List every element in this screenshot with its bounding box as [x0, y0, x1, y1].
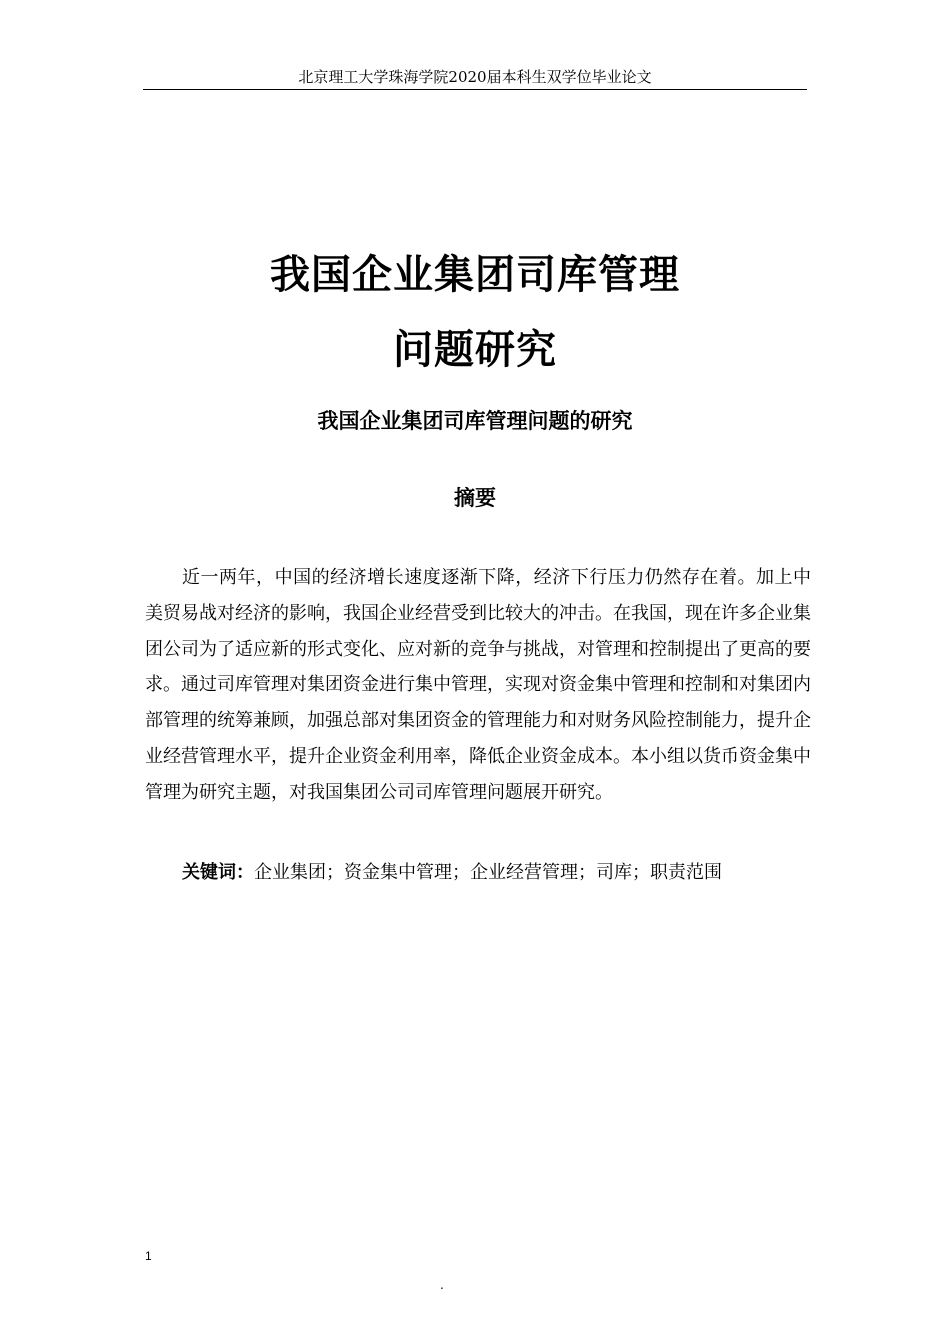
document-title-line-2: 问题研究 — [393, 327, 557, 373]
keywords-label: 关键词： — [182, 862, 254, 883]
keywords-line — [182, 855, 812, 890]
abstract-body: 近一两年，中国的经济增长速度逐渐下降，经济下行压力仍然存在着。加上中美贸易战对经济的影响，我国企业经营受到比较大的冲击。在我国，现在许多企业集团公司为了适应新的形式变化、应对新的竞争与挑战，对管理和控制提出了更高的要求。通过司库管理对集团资金进行集中管理，实现对资金集中管理和控制和对集团内部管理的统筹兼顾，加强总部对集团资金的管理能力和对财务风险控制能力，提升企业经营管理水平，提升企业资金利用率，降低企业资金成本。本小组以货币资金集中管理为研究主题，对我国集团公司司库管理问题展开研究。 — [145, 567, 811, 803]
header-rule — [143, 89, 807, 90]
footer-dot: . — [440, 1278, 444, 1292]
abstract-heading: 摘要 — [454, 486, 496, 510]
document-subtitle: 我国企业集团司库管理问题的研究 — [317, 409, 633, 433]
keywords-list: 企业集团；资金集中管理；企业经营管理；司库；职责范围 — [254, 862, 722, 883]
document-title-line-1: 我国企业集团司库管理 — [270, 252, 680, 298]
page-number: 1 — [145, 1249, 152, 1263]
running-header: 北京理工大学珠海学院2020届本科生双学位毕业论文 — [298, 68, 652, 86]
